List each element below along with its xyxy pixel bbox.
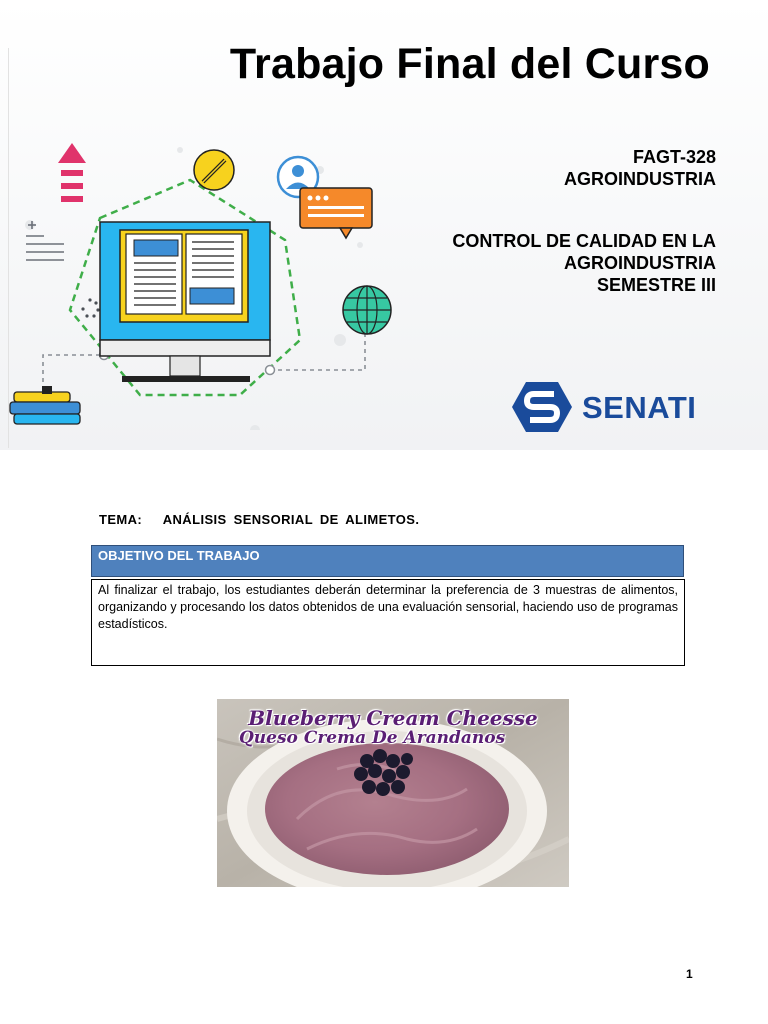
senati-emblem-icon xyxy=(512,380,572,434)
blueberry-cream-cheese-photo xyxy=(217,699,569,887)
page-number: 1 xyxy=(686,967,693,981)
chat-bubble-icon xyxy=(300,188,372,238)
monitor-book-icon xyxy=(100,222,270,382)
photo-title-spanish: Queso Crema De Arandanos xyxy=(239,728,506,748)
loading-icon xyxy=(81,298,99,317)
course-name-line-2: AGROINDUSTRIA xyxy=(564,253,716,273)
course-name-block xyxy=(452,230,716,296)
course-semester: SEMESTRE III xyxy=(596,275,716,295)
course-code: FAGT-328 xyxy=(632,147,716,167)
pencil-icon xyxy=(194,150,234,190)
tema-label: TEMA: xyxy=(99,512,143,527)
course-code-block xyxy=(564,146,716,190)
tema-line xyxy=(99,512,419,527)
senati-logo xyxy=(512,380,712,434)
course-name-line-1: CONTROL DE CALIDAD EN LA xyxy=(452,231,716,251)
document-title: Trabajo Final del Curso xyxy=(229,40,710,88)
text-lines-icon xyxy=(26,221,64,260)
books-icon xyxy=(10,386,80,424)
program-name: AGROINDUSTRIA xyxy=(564,169,716,189)
globe-icon xyxy=(343,286,391,334)
education-illustration xyxy=(0,130,400,430)
senati-logo-text: SENATI xyxy=(582,390,697,425)
upload-arrow-icon xyxy=(58,143,86,202)
photo-title-english: Blueberry Cream Cheesse xyxy=(248,706,538,730)
tema-value: ANÁLISIS SENSORIAL DE ALIMETOS. xyxy=(162,512,420,527)
objetivo-header: OBJETIVO DEL TRABAJO xyxy=(91,545,684,577)
objetivo-text: Al finalizar el trabajo, los estudiantes deberán determinar la preferencia de 3 muestras de alimentos, organizando y procesando los datos obtenidos de una evaluación sensorial, haciendo uso de programas estadísticos. xyxy=(91,579,685,666)
